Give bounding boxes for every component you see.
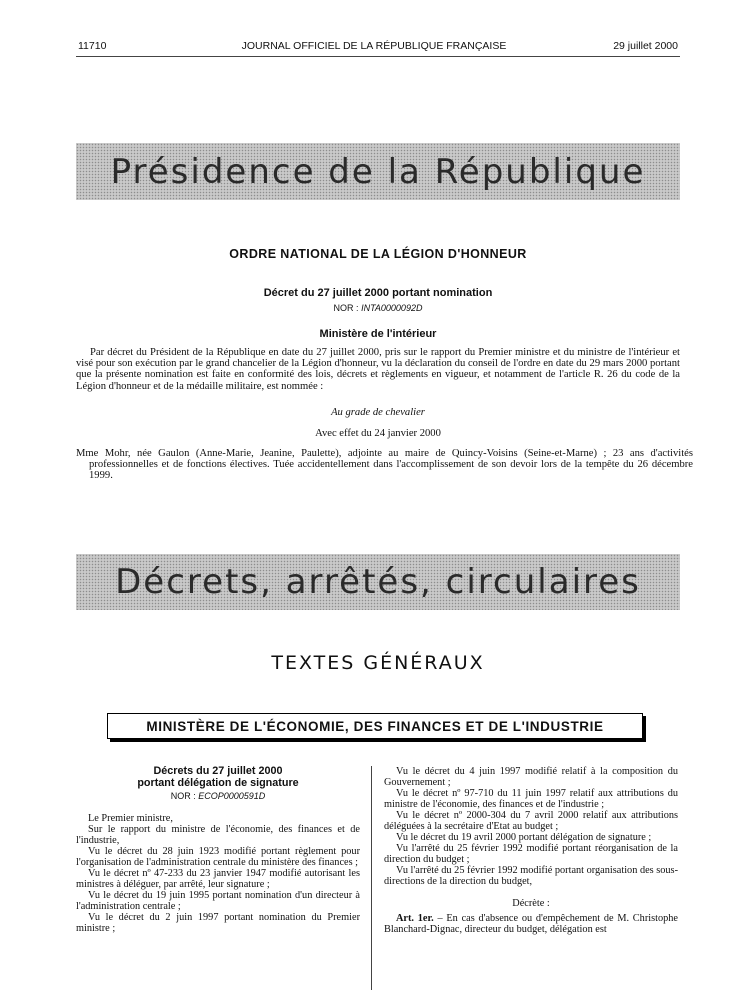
right-paragraph: Vu l'arrêté du 25 février 1992 modifié portant organisation des sous-directions de la direction du budget, — [384, 865, 678, 887]
right-paragraph: Vu le décret du 19 avril 2000 portant délégation de signature ; — [396, 832, 652, 843]
section-banner-presidence — [76, 143, 680, 200]
journal-title: JOURNAL OFFICIEL DE LA RÉPUBLIQUE FRANÇAISE — [241, 40, 507, 52]
decree-title: Décret du 27 juillet 2000 portant nomination — [263, 287, 493, 299]
right-paragraph: Vu le décret nº 97-710 du 11 juin 1997 relatif aux attributions du ministre de l'économie, des finances et de l'industrie ; — [384, 788, 678, 810]
article-label: Art. 1er. — [396, 913, 434, 924]
page-header — [0, 40, 748, 54]
order-title: ORDRE NATIONAL DE LA LÉGION D'HONNEUR — [229, 247, 527, 261]
nor-reference — [76, 303, 680, 313]
right-paragraph: Vu le décret du 4 juin 1997 modifié relatif à la composition du Gouvernement ; — [384, 766, 678, 788]
left-paragraph: Vu le décret du 19 juin 1995 portant nomination d'un directeur à l'administration centrale ; — [76, 890, 360, 912]
left-paragraph: Vu le décret du 2 juin 1997 portant nomination du Premier ministre ; — [76, 912, 360, 934]
banner-title: Décrets, arrêtés, circulaires — [115, 562, 641, 602]
left-title-line1: Décrets du 27 juillet 2000 — [153, 765, 283, 777]
header-rule — [76, 56, 680, 57]
banner-title: Présidence de la République — [110, 151, 646, 192]
left-nor-label: NOR : — [170, 791, 196, 801]
left-paragraph: Vu le décret du 28 juin 1923 modifié portant règlement pour l'organisation de l'administration centrale du ministère des finances ; — [76, 846, 360, 868]
left-column — [76, 766, 360, 934]
nor-code: INTA0000092D — [361, 303, 423, 313]
left-nor — [76, 791, 360, 802]
article-text: – En cas d'absence ou d'empêchement de M. Christophe Blanchard-Dignac, directeur du budget, délégation est — [384, 913, 678, 935]
nominee-paragraph: Mme Mohr, née Gaulon (Anne-Marie, Jeanine, Paulette), adjointe au maire de Quincy-Voisins (Seine-et-Marne) ; 23 ans d'activités professionnelles et de fonctions électives. Tuée accidentellement dans l'accomplissement de son devoir lors de la tempête du 26 décembre 1999. — [76, 448, 693, 482]
left-paragraph: Sur le rapport du ministre de l'économie, des finances et de l'industrie, — [76, 824, 360, 846]
article-1 — [384, 913, 678, 935]
left-title-line2: portant délégation de signature — [137, 776, 299, 789]
right-paragraph: Vu le décret nº 2000-304 du 7 avril 2000 relatif aux attributions déléguées à la secrétaire d'Etat au budget ; — [384, 810, 678, 832]
ministry-box — [107, 713, 643, 739]
left-nor-code: ECOP0000591D — [198, 791, 266, 801]
effect-line: Avec effet du 24 janvier 2000 — [315, 428, 441, 439]
decree-intro: Par décret du Président de la République en date du 27 juillet 2000, pris sur le rapport du Premier ministre et du ministre de l'intérieur et visé pour son exécution par le grand chancelier de la Légion d'honneur, vu la déclaration du conseil de l'ordre en date du 29 mars 2000 portant que la présente nomination est faite en conformité des lois, décrets et règlements en vigueur, et notamment de l'article R. 26 du code de la Légion d'honneur et de la médaille militaire, est nommée : — [76, 347, 680, 392]
issue-date: 29 juillet 2000 — [613, 40, 678, 52]
grade-line: Au grade de chevalier — [331, 407, 425, 418]
page-number: 11710 — [78, 40, 107, 52]
textes-generaux-heading: TEXTES GÉNÉRAUX — [271, 652, 485, 674]
left-paragraph: Le Premier ministre, — [88, 813, 173, 824]
right-column — [384, 766, 678, 935]
section-banner-decrets — [76, 554, 680, 610]
nor-label: NOR : — [333, 303, 359, 313]
ministry-title: Ministère de l'intérieur — [319, 328, 437, 340]
decrete-line: Décrète : — [512, 898, 550, 909]
column-divider — [371, 766, 372, 990]
right-paragraph: Vu l'arrêté du 25 février 1992 modifié portant réorganisation de la direction du budget ; — [384, 843, 678, 865]
left-paragraph: Vu le décret nº 47-233 du 23 janvier 1947 modifié autorisant les ministres à déléguer, par arrêté, leur signature ; — [76, 868, 360, 890]
ministry-box-label: MINISTÈRE DE L'ÉCONOMIE, DES FINANCES ET DE L'INDUSTRIE — [146, 718, 604, 734]
